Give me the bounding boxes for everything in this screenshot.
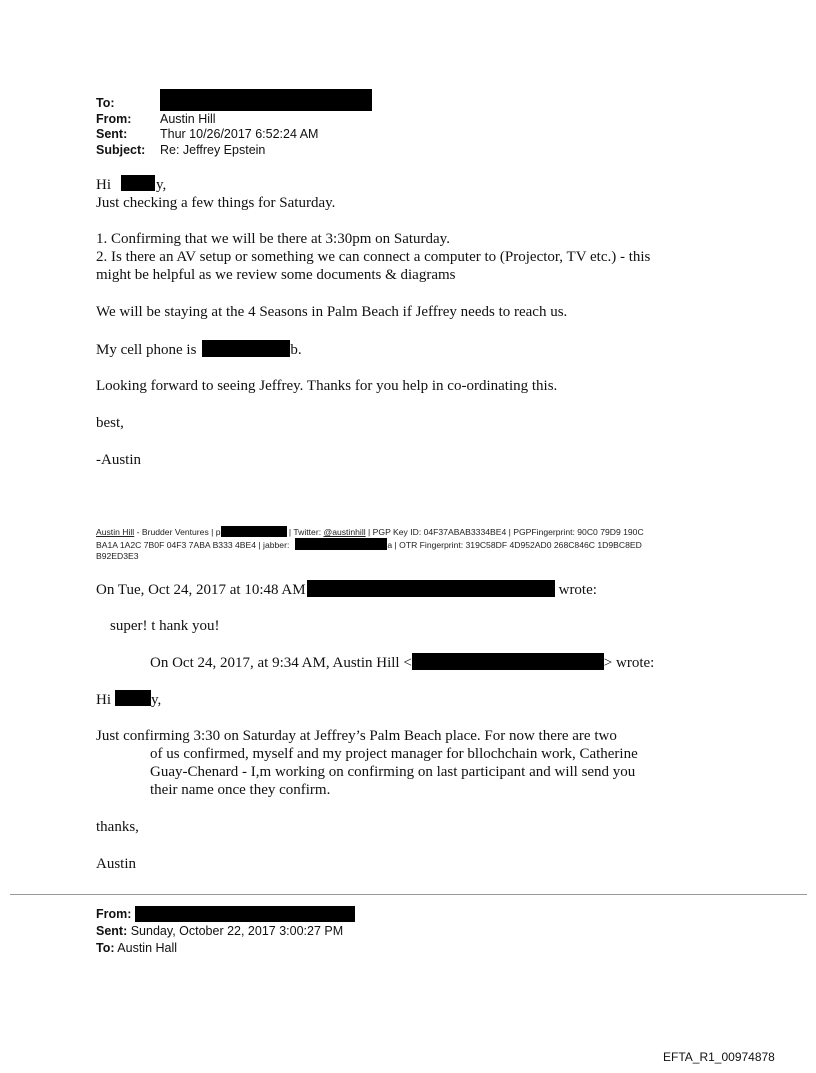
signature-name-link[interactable]: Austin Hill: [96, 527, 135, 537]
message-intro: Just checking a few things for Saturday.: [96, 195, 336, 211]
message-best: best,: [96, 415, 124, 431]
signature-line-2: BA1A 1A2C 7B0F 04F3 7ABA B333 4BE4 | jabber: a | OTR Fingerprint: 319C58DF 4D952AD0 268C846C 1D9BC8ED: [96, 540, 642, 550]
quote2-para-line-2: of us confirmed, myself and my project manager for bllochchain work, Catherine: [150, 746, 638, 762]
message-cell-phone: My cell phone is b.: [96, 342, 302, 358]
signature-phone-redaction: [221, 526, 287, 537]
quote2-para-line-3: Guay-Chenard - I,m working on confirming on last participant and will send you: [150, 764, 636, 780]
document-id: EFTA_R1_00974878: [663, 1050, 775, 1064]
quote2-greeting: Hi y,: [96, 692, 162, 708]
forwarded-to-label: To:: [96, 941, 115, 955]
sent-row: [96, 127, 496, 143]
sent-label: Sent:: [96, 127, 128, 141]
message-signoff: -Austin: [96, 452, 141, 468]
quote2-para-line-1: Just confirming 3:30 on Saturday at Jeffrey’s Palm Beach place. For now there are two: [96, 728, 617, 744]
from-label: From:: [96, 111, 132, 126]
forwarded-from-label: From:: [96, 907, 132, 921]
forwarded-sent-value: Sunday, October 22, 2017 3:00:27 PM: [127, 924, 344, 938]
from-value: Austin Hill: [160, 111, 216, 126]
greeting-name-redaction: [121, 175, 155, 191]
quote1-reply: super! t hank you!: [110, 618, 220, 634]
forwarded-sent-label: Sent:: [96, 924, 128, 938]
forwarded-from-redaction: [135, 906, 355, 922]
sent-value: Thur 10/26/2017 6:52:24 AM: [160, 127, 319, 141]
subject-label: Subject:: [96, 142, 146, 157]
signature-line-3: B92ED3E3: [96, 551, 139, 561]
quote2-thanks: thanks,: [96, 819, 139, 835]
to-redaction: [160, 89, 372, 111]
signature-block: [96, 526, 736, 562]
message-item-1: 1. Confirming that we will be there at 3:30pm on Saturday.: [96, 231, 450, 247]
from-row: [96, 112, 496, 128]
quote1-sender-redaction: [307, 580, 555, 597]
subject-value: Re: Jeffrey Epstein: [160, 142, 266, 157]
forward-divider: [10, 894, 807, 895]
forwarded-to-row: [96, 940, 496, 957]
message-staying: We will be staying at the 4 Seasons in Palm Beach if Jeffrey needs to reach us.: [96, 304, 568, 320]
quote2-email-redaction: [412, 653, 604, 670]
message-looking-forward: Looking forward to seeing Jeffrey. Thanks for you help in co-ordinating this.: [96, 378, 558, 394]
cell-number-redaction: [202, 340, 290, 357]
twitter-handle-link[interactable]: @austinhill: [323, 527, 366, 537]
quote2-name: Austin: [96, 856, 137, 872]
message-greeting: Hi y,: [96, 177, 167, 193]
quote2-name-redaction: [115, 690, 151, 706]
signature-line-1: Austin Hill - Brudder Ventures | p | Twitter: @austinhill | PGP Key ID: 04F37ABAB3334BE4 | PGPFingerprint: 90C0 79D9 190C: [96, 527, 644, 537]
message-item-2-line-1: 2. Is there an AV setup or something we can connect a computer to (Projector, TV etc.) - this: [96, 249, 651, 265]
forwarded-to-value: Austin Hall: [114, 941, 178, 955]
quote2-para-line-4: their name once they confirm.: [150, 782, 331, 798]
quote2-intro: On Oct 24, 2017, at 9:34 AM, Austin Hill < > wrote:: [150, 655, 655, 671]
forwarded-sent-row: [96, 923, 496, 940]
to-label: To:: [96, 96, 115, 110]
message-item-2-line-2: might be helpful as we review some documents & diagrams: [96, 267, 456, 283]
quote1-intro: On Tue, Oct 24, 2017 at 10:48 AM wrote:: [96, 582, 597, 598]
subject-row: [96, 143, 496, 159]
jabber-redaction: [295, 538, 387, 550]
